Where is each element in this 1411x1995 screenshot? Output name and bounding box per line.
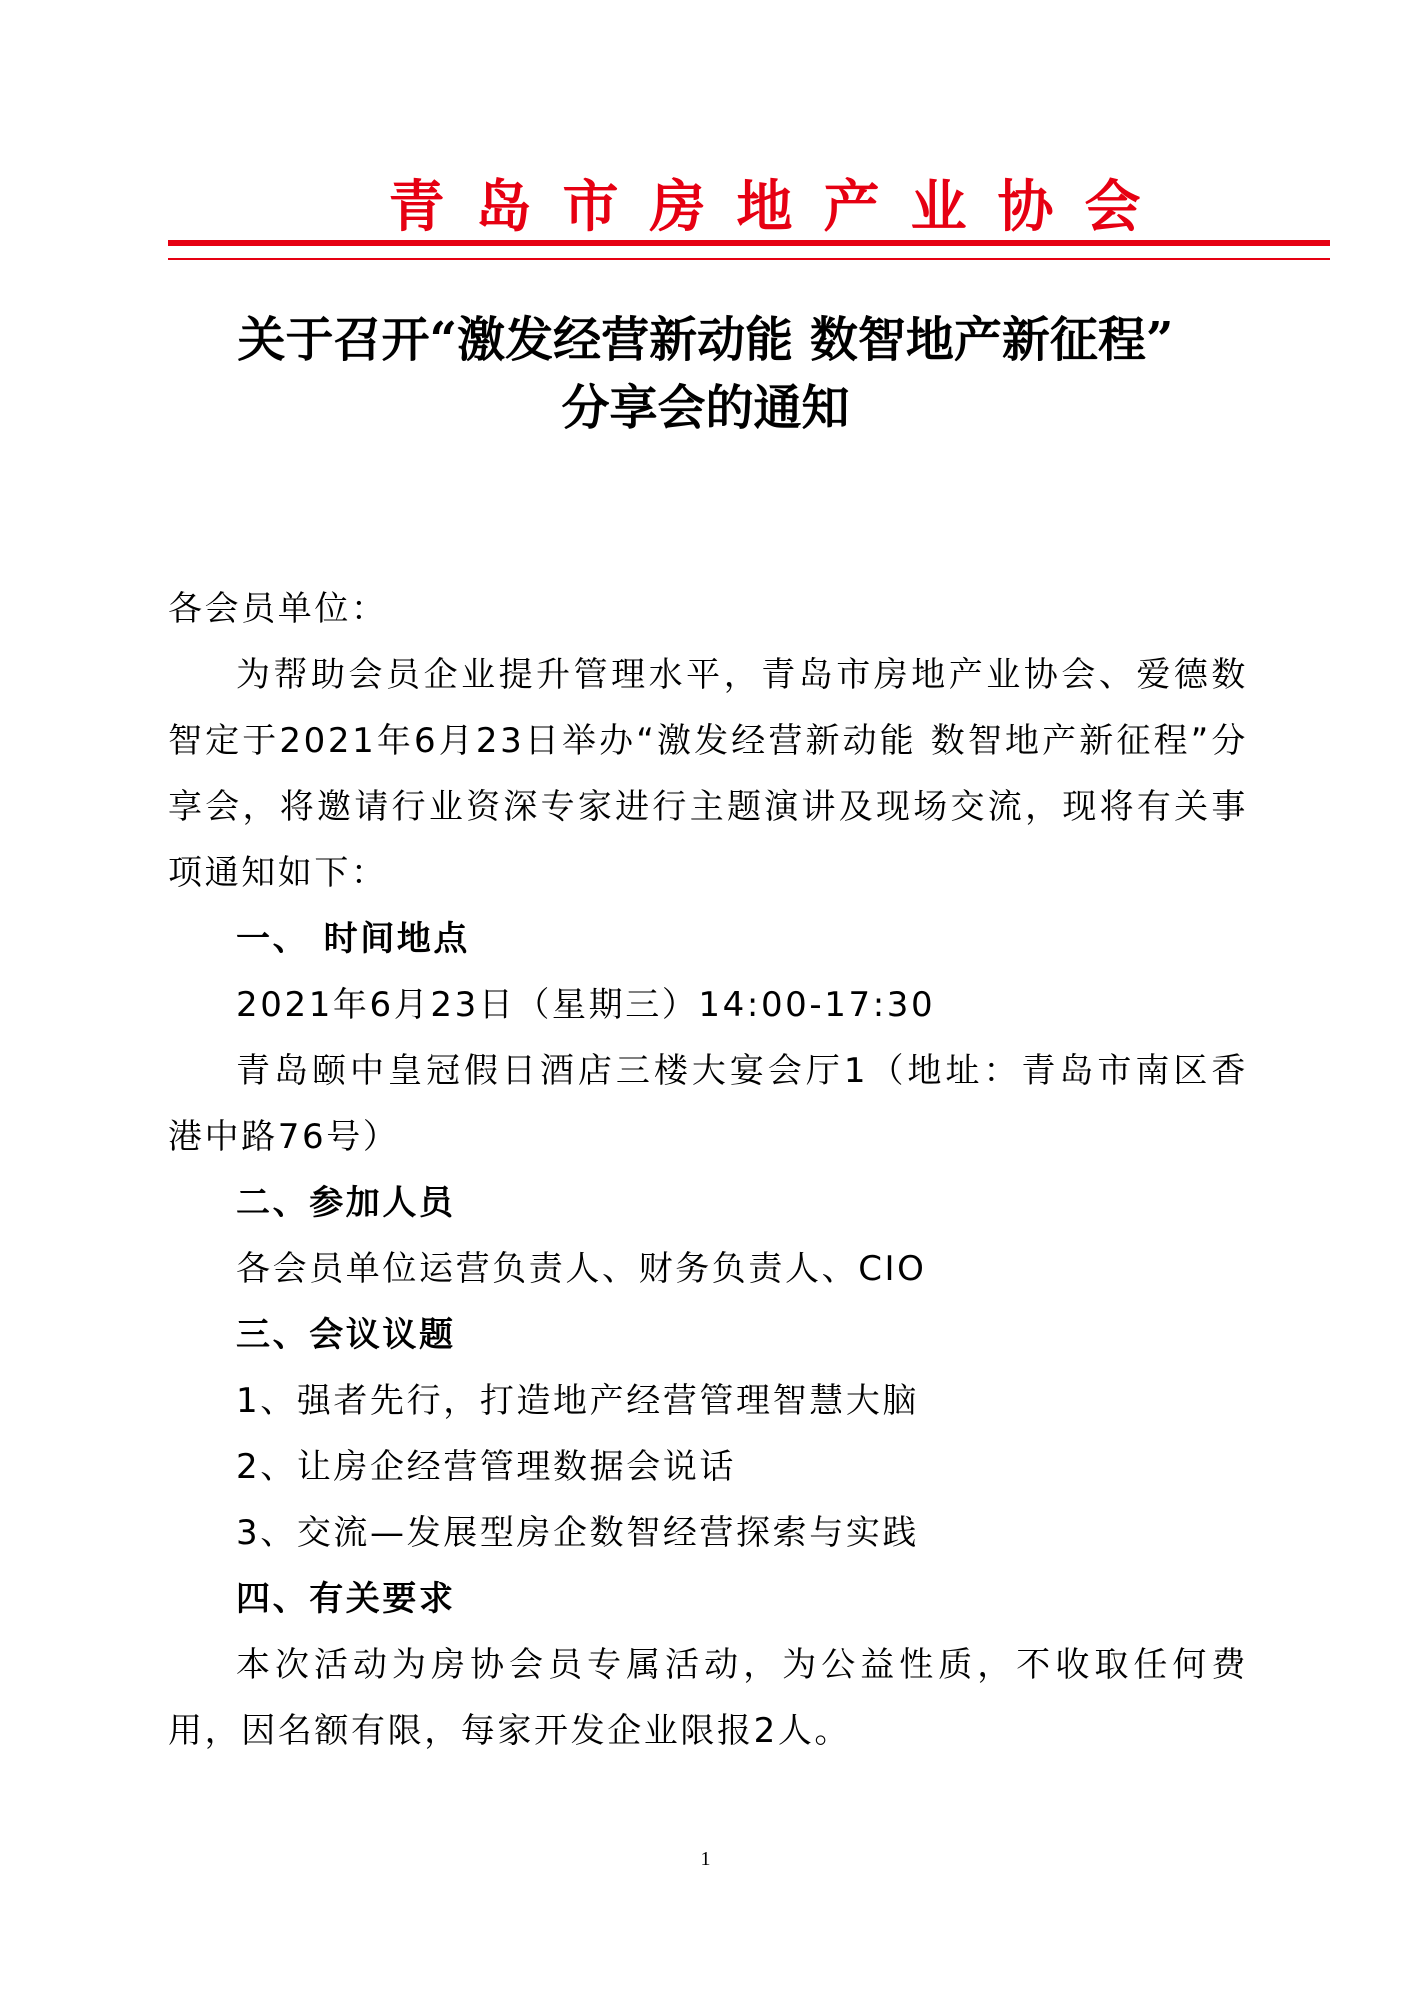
- document-body: [168, 576, 1248, 1764]
- section-heading-requirements: 四、有关要求: [236, 1579, 456, 1619]
- section-line-date-time: 2021年6月23日（星期三）14:00-17:30: [236, 985, 936, 1025]
- letterhead-org-name: 青岛市房地产业协会: [388, 175, 1172, 240]
- section-line-topic-3: 3、交流—发展型房企数智经营探索与实践: [236, 1513, 920, 1553]
- document-title-line-2: 分享会的通知: [561, 380, 850, 436]
- section-line-topic-2: 2、让房企经营管理数据会说话: [236, 1447, 737, 1487]
- intro-paragraph: 为帮助会员企业提升管理水平，青岛市房地产业协会、爱德数智定于2021年6月23日举办“激发经营新动能 数智地产新征程”分享会，将邀请行业资深专家进行主题演讲及现场交流，现将有关事项通知如下：: [168, 655, 1248, 893]
- section-heading-participants: 二、参加人员: [236, 1183, 456, 1223]
- letterhead-rule-thick: [168, 240, 1330, 246]
- section-heading-topics: 三、会议议题: [236, 1315, 456, 1355]
- document-title-line-1: 关于召开“激发经营新动能 数智地产新征程”: [237, 312, 1174, 368]
- section-line-topic-1: 1、强者先行，打造地产经营管理智慧大脑: [236, 1381, 920, 1421]
- letterhead-rule-thin: [168, 258, 1330, 260]
- section-line-venue: 青岛颐中皇冠假日酒店三楼大宴会厅1（地址：青岛市南区香港中路76号）: [168, 1051, 1248, 1157]
- page-number: 1: [700, 1848, 711, 1870]
- salutation: 各会员单位：: [168, 589, 388, 629]
- section-line-requirements: 本次活动为房协会员专属活动，为公益性质，不收取任何费用，因名额有限，每家开发企业限报2人。: [168, 1645, 1248, 1751]
- section-heading-time-place: 一、 时间地点: [236, 919, 471, 959]
- section-line-participants: 各会员单位运营负责人、财务负责人、CIO: [236, 1249, 927, 1289]
